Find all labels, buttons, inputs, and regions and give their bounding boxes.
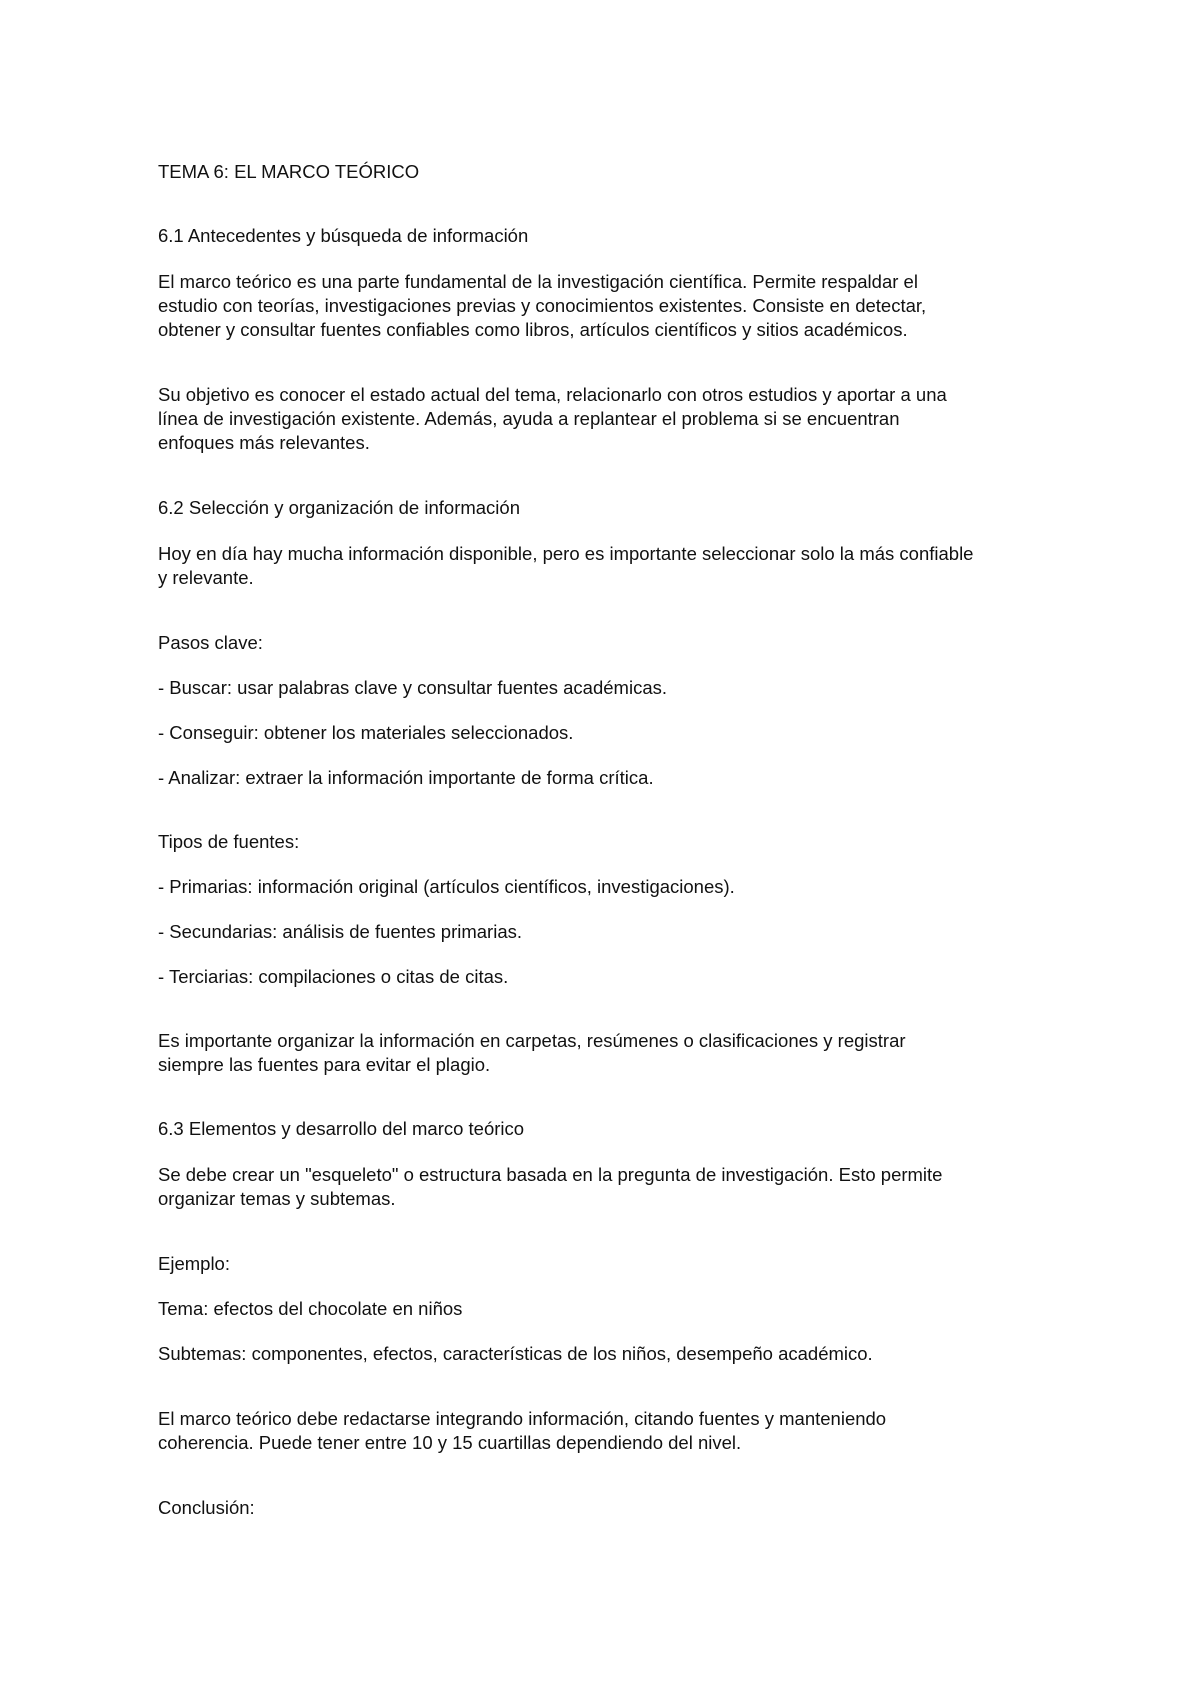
paragraph-line: estudio con teorías, investigaciones previas y conocimientos existentes. Consiste en detectar,	[158, 295, 927, 316]
example-topic: Tema: efectos del chocolate en niños	[158, 1298, 463, 1319]
section-heading-6-3: 6.3 Elementos y desarrollo del marco teórico	[158, 1118, 525, 1139]
list-item: - Analizar: extraer la información importante de forma crítica.	[158, 767, 654, 788]
paragraph-line: organizar temas y subtemas.	[158, 1188, 396, 1209]
paragraph-line: Es importante organizar la información en carpetas, resúmenes o clasificaciones y registrar	[158, 1030, 906, 1051]
section-heading-6-2: 6.2 Selección y organización de información	[158, 497, 520, 518]
list-item: - Secundarias: análisis de fuentes primarias.	[158, 921, 523, 942]
steps-label: Pasos clave:	[158, 632, 263, 653]
paragraph-line: obtener y consultar fuentes confiables como libros, artículos científicos y sitios académicos.	[158, 319, 908, 340]
paragraph-line: enfoques más relevantes.	[158, 432, 370, 453]
paragraph-line: línea de investigación existente. Además, ayuda a replantear el problema si se encuentran	[158, 408, 900, 429]
paragraph-line: y relevante.	[158, 567, 254, 588]
document-title: TEMA 6: EL MARCO TEÓRICO	[158, 161, 420, 182]
example-subtopics: Subtemas: componentes, efectos, características de los niños, desempeño académico.	[158, 1343, 873, 1364]
list-item: - Conseguir: obtener los materiales seleccionados.	[158, 722, 574, 743]
paragraph-line: Su objetivo es conocer el estado actual del tema, relacionarlo con otros estudios y aportar a una	[158, 384, 947, 405]
paragraph-line: El marco teórico debe redactarse integrando información, citando fuentes y manteniendo	[158, 1408, 887, 1429]
list-item: - Buscar: usar palabras clave y consultar fuentes académicas.	[158, 677, 667, 698]
list-item: - Terciarias: compilaciones o citas de citas.	[158, 966, 509, 987]
paragraph-line: Se debe crear un "esqueleto" o estructura basada en la pregunta de investigación. Esto permite	[158, 1164, 943, 1185]
paragraph-line: Hoy en día hay mucha información disponible, pero es importante seleccionar solo la más confiable	[158, 543, 974, 564]
sources-label: Tipos de fuentes:	[158, 831, 300, 852]
paragraph-line: El marco teórico es una parte fundamental de la investigación científica. Permite respaldar el	[158, 271, 918, 292]
section-heading-6-1: 6.1 Antecedentes y búsqueda de información	[158, 225, 529, 246]
paragraph-line: siempre las fuentes para evitar el plagio.	[158, 1054, 491, 1075]
example-label: Ejemplo:	[158, 1253, 230, 1274]
list-item: - Primarias: información original (artículos científicos, investigaciones).	[158, 876, 735, 897]
paragraph-line: coherencia. Puede tener entre 10 y 15 cuartillas dependiendo del nivel.	[158, 1432, 742, 1453]
conclusion-label: Conclusión:	[158, 1497, 255, 1518]
